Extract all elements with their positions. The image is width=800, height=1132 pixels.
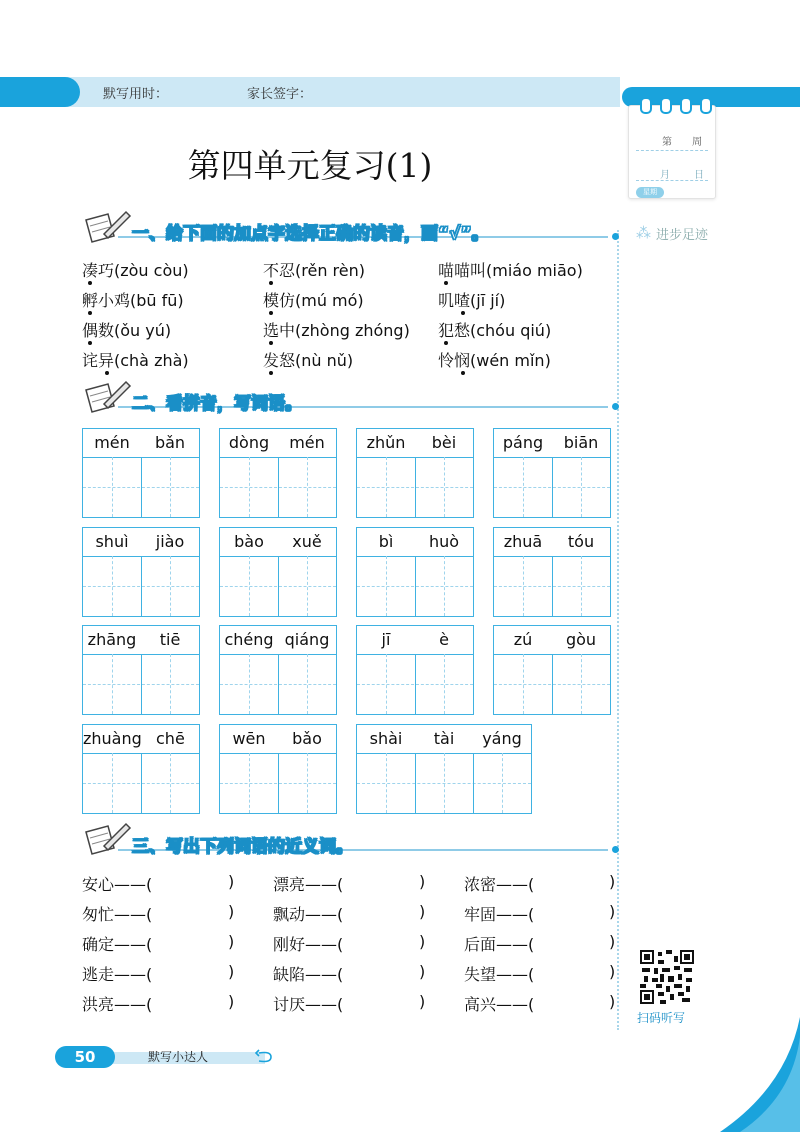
pinyin-writing-box[interactable] — [356, 428, 474, 518]
pinyin-writing-box[interactable] — [493, 527, 611, 617]
grid-guide-vertical — [307, 753, 308, 813]
section-3-title: 三、写出下列词语的近义词。 — [132, 837, 353, 857]
pinyin-writing-box[interactable] — [219, 724, 337, 814]
pinyin-syllable: bì — [378, 532, 394, 551]
pinyin-syllable: bǎo — [292, 729, 322, 748]
grid-guide-vertical — [444, 457, 445, 517]
ring-icon — [680, 97, 692, 114]
pinyin-syllable: xuě — [292, 532, 322, 551]
right-divider — [617, 230, 619, 1030]
grid-cell-divider — [552, 654, 553, 714]
synonym-close-paren: ) — [228, 932, 235, 951]
grid-cell-divider — [415, 556, 416, 616]
grid-guide-vertical — [523, 556, 524, 616]
synonym-item[interactable]: 确定——( — [82, 935, 153, 954]
grid-cell-divider — [141, 753, 142, 813]
grid-cell-divider — [473, 753, 474, 813]
synonym-close-paren: ) — [609, 962, 616, 981]
calendar-month: 月 — [660, 170, 670, 181]
reading-choice-item[interactable]: 模仿(mú mó) — [263, 291, 364, 310]
pinyin-row — [220, 626, 336, 655]
grid-cell-divider — [415, 654, 416, 714]
grid-guide-vertical — [249, 753, 250, 813]
pencil-notebook-icon — [82, 208, 132, 244]
grid-guide-vertical — [444, 556, 445, 616]
pinyin-syllable: tiē — [159, 630, 181, 649]
synonym-item[interactable]: 逃走——( — [82, 965, 153, 984]
pinyin-syllable: jī — [381, 630, 391, 649]
synonym-item[interactable]: 匆忙——( — [82, 905, 153, 924]
synonym-close-paren: ) — [228, 992, 235, 1011]
pinyin-row — [220, 528, 336, 557]
grid-guide-vertical — [444, 654, 445, 714]
grid-guide-vertical — [581, 457, 582, 517]
pinyin-row — [83, 725, 199, 754]
emphasis-dot — [88, 311, 92, 315]
synonym-close-paren: ) — [228, 902, 235, 921]
pinyin-writing-box[interactable] — [493, 625, 611, 715]
pinyin-syllable: chéng — [224, 630, 274, 649]
pinyin-writing-box[interactable] — [82, 625, 200, 715]
footprint-icon: ⁂ — [636, 224, 651, 242]
emphasis-dot — [444, 341, 448, 345]
synonym-item[interactable]: 安心——( — [82, 875, 153, 894]
emphasis-dot — [269, 341, 273, 345]
grid-cell-divider — [141, 654, 142, 714]
synonym-close-paren: ) — [419, 932, 426, 951]
pinyin-syllable: huò — [428, 532, 460, 551]
pinyin-syllable: zhǔn — [366, 433, 406, 452]
synonym-item[interactable]: 洪亮——( — [82, 995, 153, 1014]
synonym-close-paren: ) — [609, 872, 616, 891]
emphasis-dot — [461, 311, 465, 315]
emphasis-dot — [269, 281, 273, 285]
synonym-item[interactable]: 高兴——( — [464, 995, 535, 1014]
reading-choice-item[interactable]: 叽喳(jī jí) — [438, 291, 506, 310]
section-3-dot — [612, 846, 619, 853]
synonym-close-paren: ) — [419, 902, 426, 921]
pinyin-row — [357, 429, 473, 458]
synonym-close-paren: ) — [419, 992, 426, 1011]
page-number: 50 — [74, 1048, 96, 1066]
pinyin-syllable: bǎn — [154, 433, 186, 452]
synonym-item[interactable]: 飘动——( — [273, 905, 344, 924]
grid-guide-vertical — [386, 654, 387, 714]
reading-choice-item[interactable]: 选中(zhòng zhóng) — [263, 321, 410, 340]
pinyin-syllable: dòng — [228, 433, 270, 452]
pinyin-syllable: yáng — [482, 729, 522, 748]
pencil-notebook-icon — [82, 378, 132, 414]
pinyin-writing-box[interactable] — [219, 625, 337, 715]
pinyin-syllable: wēn — [232, 729, 266, 748]
pinyin-syllable: chē — [156, 729, 185, 748]
grid-guide-vertical — [249, 556, 250, 616]
pinyin-row — [357, 528, 473, 557]
pinyin-writing-box[interactable] — [82, 527, 200, 617]
emphasis-dot — [461, 371, 465, 375]
page-title: 第四单元复习(1) — [187, 146, 433, 185]
grid-cell-divider — [141, 457, 142, 517]
grid-cell-divider — [415, 753, 416, 813]
ring-icon — [640, 97, 652, 114]
grid-cell-divider — [415, 457, 416, 517]
reading-choice-item[interactable]: 喵喵叫(miáo miāo) — [438, 261, 583, 280]
qr-label: 扫码听写 — [637, 1011, 686, 1025]
grid-guide-vertical — [581, 654, 582, 714]
pinyin-syllable: bào — [234, 532, 264, 551]
grid-cell-divider — [141, 556, 142, 616]
grid-guide-vertical — [112, 753, 113, 813]
pinyin-syllable: tóu — [567, 532, 595, 551]
time-label: 默写用时： — [103, 87, 169, 102]
synonym-item[interactable]: 后面——( — [464, 935, 535, 954]
reading-choice-item[interactable]: 偶数(ǒu yú) — [82, 321, 172, 340]
pinyin-writing-box[interactable] — [219, 527, 337, 617]
grid-guide-vertical — [307, 654, 308, 714]
emphasis-dot — [88, 341, 92, 345]
grid-guide-vertical — [112, 556, 113, 616]
synonym-close-paren: ) — [609, 932, 616, 951]
grid-guide-vertical — [523, 457, 524, 517]
synonym-close-paren: ) — [419, 962, 426, 981]
pinyin-syllable: zhāng — [87, 630, 137, 649]
synonym-close-paren: ) — [228, 962, 235, 981]
corner-wave-decoration — [720, 1017, 800, 1132]
pinyin-row — [357, 626, 473, 655]
grid-cell-divider — [278, 753, 279, 813]
grid-cell-divider — [552, 556, 553, 616]
curl-arrow-icon — [255, 1047, 275, 1067]
pinyin-row — [494, 429, 610, 458]
grid-guide-vertical — [170, 753, 171, 813]
synonym-item[interactable]: 刚好——( — [273, 935, 344, 954]
grid-guide-vertical — [307, 457, 308, 517]
synonym-item[interactable]: 牢固——( — [464, 905, 535, 924]
pinyin-row — [83, 626, 199, 655]
pinyin-writing-box[interactable] — [493, 428, 611, 518]
calendar-week-prefix: 第 — [662, 137, 672, 148]
pinyin-syllable: bèi — [431, 433, 457, 452]
grid-guide-vertical — [386, 457, 387, 517]
grid-guide-vertical — [170, 457, 171, 517]
pinyin-syllable: tài — [433, 729, 455, 748]
pinyin-syllable: zhuā — [503, 532, 543, 551]
reading-choice-item[interactable]: 孵小鸡(bū fū) — [82, 291, 184, 310]
synonym-item[interactable]: 讨厌——( — [273, 995, 344, 1014]
reading-choice-item[interactable]: 诧异(chà zhà) — [82, 351, 189, 370]
reading-choice-item[interactable]: 怜悯(wén mǐn) — [438, 351, 551, 370]
grid-guide-vertical — [444, 753, 445, 813]
calendar-line — [636, 150, 708, 151]
ring-icon — [660, 97, 672, 114]
section-2-title: 二、看拼音，写词语。 — [132, 394, 302, 414]
pinyin-row — [83, 429, 199, 458]
synonym-item[interactable]: 浓密——( — [464, 875, 535, 894]
sign-label: 家长签字： — [247, 87, 313, 102]
reading-choice-item[interactable]: 不忍(rěn rèn) — [263, 261, 365, 280]
pinyin-writing-box[interactable] — [356, 625, 474, 715]
pinyin-writing-box[interactable] — [82, 724, 200, 814]
section-1-title: 一、给下面的加点字选择正确的读音，画“√”。 — [132, 224, 489, 244]
pinyin-syllable: jiào — [155, 532, 185, 551]
pinyin-syllable: páng — [502, 433, 544, 452]
pinyin-row — [357, 725, 531, 754]
emphasis-dot — [88, 281, 92, 285]
pinyin-row — [494, 528, 610, 557]
reading-choice-item[interactable]: 凑巧(zòu còu) — [82, 261, 189, 280]
grid-cell-divider — [278, 457, 279, 517]
synonym-item[interactable]: 缺陷——( — [273, 965, 344, 984]
pinyin-syllable: è — [439, 630, 449, 649]
pinyin-writing-box[interactable] — [356, 724, 532, 814]
synonym-close-paren: ) — [228, 872, 235, 891]
emphasis-dot — [269, 311, 273, 315]
grid-guide-vertical — [249, 457, 250, 517]
synonym-item[interactable]: 漂亮——( — [273, 875, 344, 894]
grid-cell-divider — [278, 556, 279, 616]
grid-cell-divider — [552, 457, 553, 517]
pinyin-writing-box[interactable] — [356, 527, 474, 617]
calendar-weekday: 星期 — [636, 187, 664, 198]
pinyin-row — [220, 725, 336, 754]
footer-label: 默写小达人 — [148, 1050, 209, 1064]
calendar-day: 日 — [694, 170, 704, 181]
emphasis-dot — [105, 371, 109, 375]
ring-icon — [700, 97, 712, 114]
reading-choice-item[interactable]: 发怒(nù nǔ) — [263, 351, 354, 370]
synonym-close-paren: ) — [609, 992, 616, 1011]
emphasis-dot — [444, 281, 448, 285]
grid-guide-vertical — [249, 654, 250, 714]
synonym-close-paren: ) — [609, 902, 616, 921]
pinyin-syllable: zú — [513, 630, 533, 649]
pinyin-row — [494, 626, 610, 655]
header-cap — [0, 77, 80, 107]
pinyin-row — [220, 429, 336, 458]
pinyin-writing-box[interactable] — [82, 428, 200, 518]
qr-code-icon[interactable] — [640, 950, 694, 1004]
calendar-week-suffix: 周 — [692, 137, 702, 148]
pinyin-syllable: shuì — [95, 532, 129, 551]
pinyin-syllable: gòu — [565, 630, 597, 649]
grid-guide-vertical — [581, 556, 582, 616]
grid-cell-divider — [278, 654, 279, 714]
pinyin-syllable: mén — [289, 433, 325, 452]
section-1-dot — [612, 233, 619, 240]
reading-choice-item[interactable]: 犯愁(chóu qiú) — [438, 321, 552, 340]
pinyin-syllable: qiáng — [284, 630, 330, 649]
pinyin-syllable: zhuàng — [83, 729, 142, 748]
pinyin-syllable: mén — [94, 433, 130, 452]
grid-guide-vertical — [523, 654, 524, 714]
section-2-dot — [612, 403, 619, 410]
synonym-close-paren: ) — [419, 872, 426, 891]
grid-guide-vertical — [112, 457, 113, 517]
pinyin-syllable: biān — [563, 433, 599, 452]
calendar-line — [636, 180, 708, 181]
pinyin-row — [83, 528, 199, 557]
pinyin-syllable: shài — [369, 729, 403, 748]
grid-guide-vertical — [170, 556, 171, 616]
calendar-card — [628, 105, 716, 199]
grid-guide-vertical — [307, 556, 308, 616]
pinyin-writing-box[interactable] — [219, 428, 337, 518]
synonym-item[interactable]: 失望——( — [464, 965, 535, 984]
emphasis-dot — [269, 371, 273, 375]
side-note: 进步足迹 — [656, 228, 709, 243]
grid-guide-vertical — [170, 654, 171, 714]
grid-guide-vertical — [386, 753, 387, 813]
grid-guide-vertical — [112, 654, 113, 714]
grid-guide-vertical — [502, 753, 503, 813]
grid-guide-vertical — [386, 556, 387, 616]
